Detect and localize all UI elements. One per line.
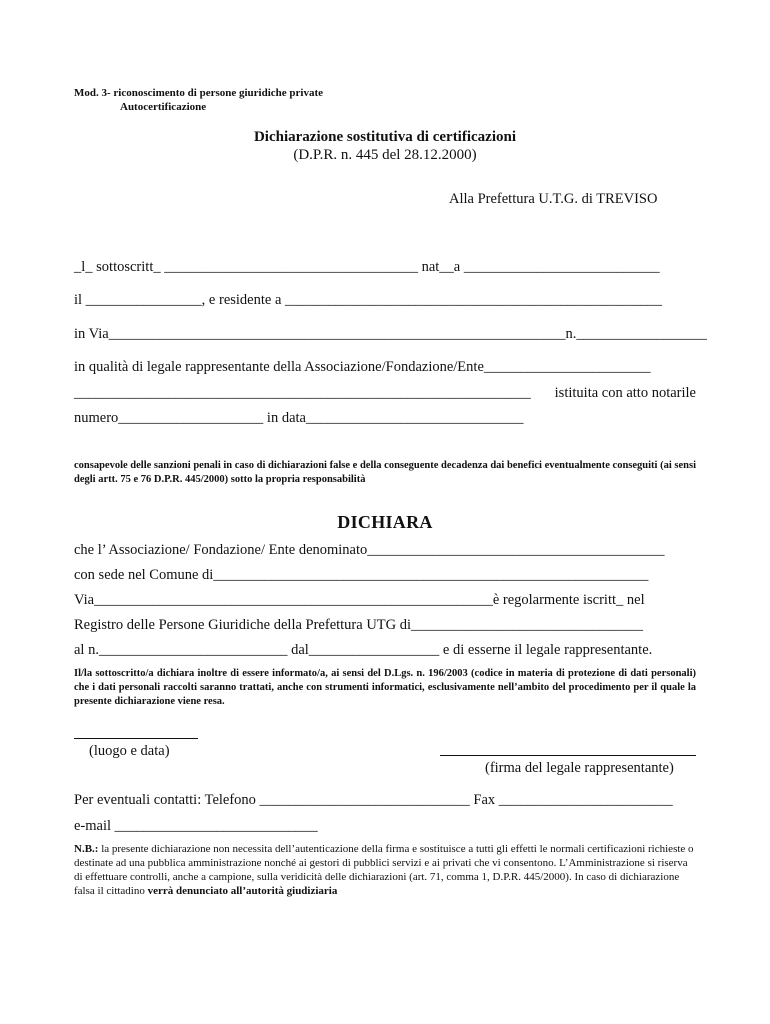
dichiara-entity-line: che l’ Associazione/ Fondazione/ Ente denominato_________________________________________	[74, 542, 665, 558]
email-line: e-mail ____________________________	[74, 818, 318, 834]
notarial-act-text: istituita con atto notarile	[554, 385, 696, 401]
privacy-paragraph: Il/la sottoscritto/a dichiara inoltre di essere informato/a, ai sensi del D.Lgs. n. 196/2003 (codice in materia di protezione di dati personali) che i dati personali raccolti saranno trattati, anche con strumenti informatici, esclusivamente nell’ambito del procedimento per il quale la presente dichiarazione viene resa.	[74, 668, 696, 707]
signatory-line: _l_ sottoscritt_ ___________________________________ nat__a ___________________________	[74, 259, 660, 275]
dichiara-via-line: Via_______________________________________________________è regolarmente iscritt_ nel	[74, 592, 645, 608]
nb-bold-tail: verrà denunciato all’autorità giudiziaria	[147, 885, 338, 897]
signature-label: (firma del legale rappresentante)	[485, 760, 674, 776]
dichiara-number-line: al n.__________________________ dal__________________ e di esserne il legale rappresentante.	[74, 642, 653, 658]
entity-line	[74, 385, 696, 402]
place-date-rule	[74, 738, 198, 739]
number-date-line: numero____________________ in data______________________________	[74, 410, 524, 426]
birth-residence-line: il ________________, e residente a ____________________________________________________	[74, 292, 663, 308]
dichiara-heading: DICHIARA	[337, 512, 433, 532]
recipient-line: Alla Prefettura U.T.G. di TREVISO	[449, 191, 658, 207]
place-date-label: (luogo e data)	[89, 743, 170, 759]
nb-text: la presente dichiarazione non necessita dell’autenticazione della firma e sostituisce a tutti gli effetti le normali certificazioni richieste o destinate ad una pubblica amministrazione nonché ai gestori di pubblici servizi e ai privati che vi consentono. L’Amministrazione si riserva di effettuare controlli, anche a campione, sulla veridicità delle dichiarazioni (art. 71, comma 1, D.P.R. 445/2000). In caso di dichiarazione falsa il cittadino	[74, 843, 694, 897]
signature-rule	[440, 755, 696, 756]
nb-label: N.B.:	[74, 843, 99, 855]
dichiara-registry-line: Registro delle Persone Giuridiche della Prefettura UTG di________________________________	[74, 617, 644, 633]
phone-fax-line: Per eventuali contatti: Telefono _____________________________ Fax ________________________	[74, 792, 673, 808]
awareness-paragraph: consapevole delle sanzioni penali in caso di dichiarazioni false e della conseguente decadenza dai benefici eventualmente conseguiti (ai sensi degli artt. 75 e 76 D.P.R. 445/2000) sotto la propria responsabilità	[74, 460, 696, 485]
autocert-label: Autocertificazione	[120, 101, 207, 113]
document-title: Dichiarazione sostitutiva di certificazioni	[253, 129, 517, 145]
address-line: in Via_______________________________________________________________n.__________________	[74, 326, 707, 342]
document-subtitle: (D.P.R. n. 445 del 28.12.2000)	[293, 147, 477, 163]
role-line: in qualità di legale rappresentante della Associazione/Fondazione/Ente_______________________	[74, 359, 651, 375]
dichiara-comune-line: con sede nel Comune di____________________________________________________________	[74, 567, 649, 583]
module-code: Mod. 3- riconoscimento di persone giuridiche private	[74, 87, 324, 99]
entity-blank: _______________________________________________________________	[74, 385, 531, 401]
nb-note	[74, 842, 696, 898]
